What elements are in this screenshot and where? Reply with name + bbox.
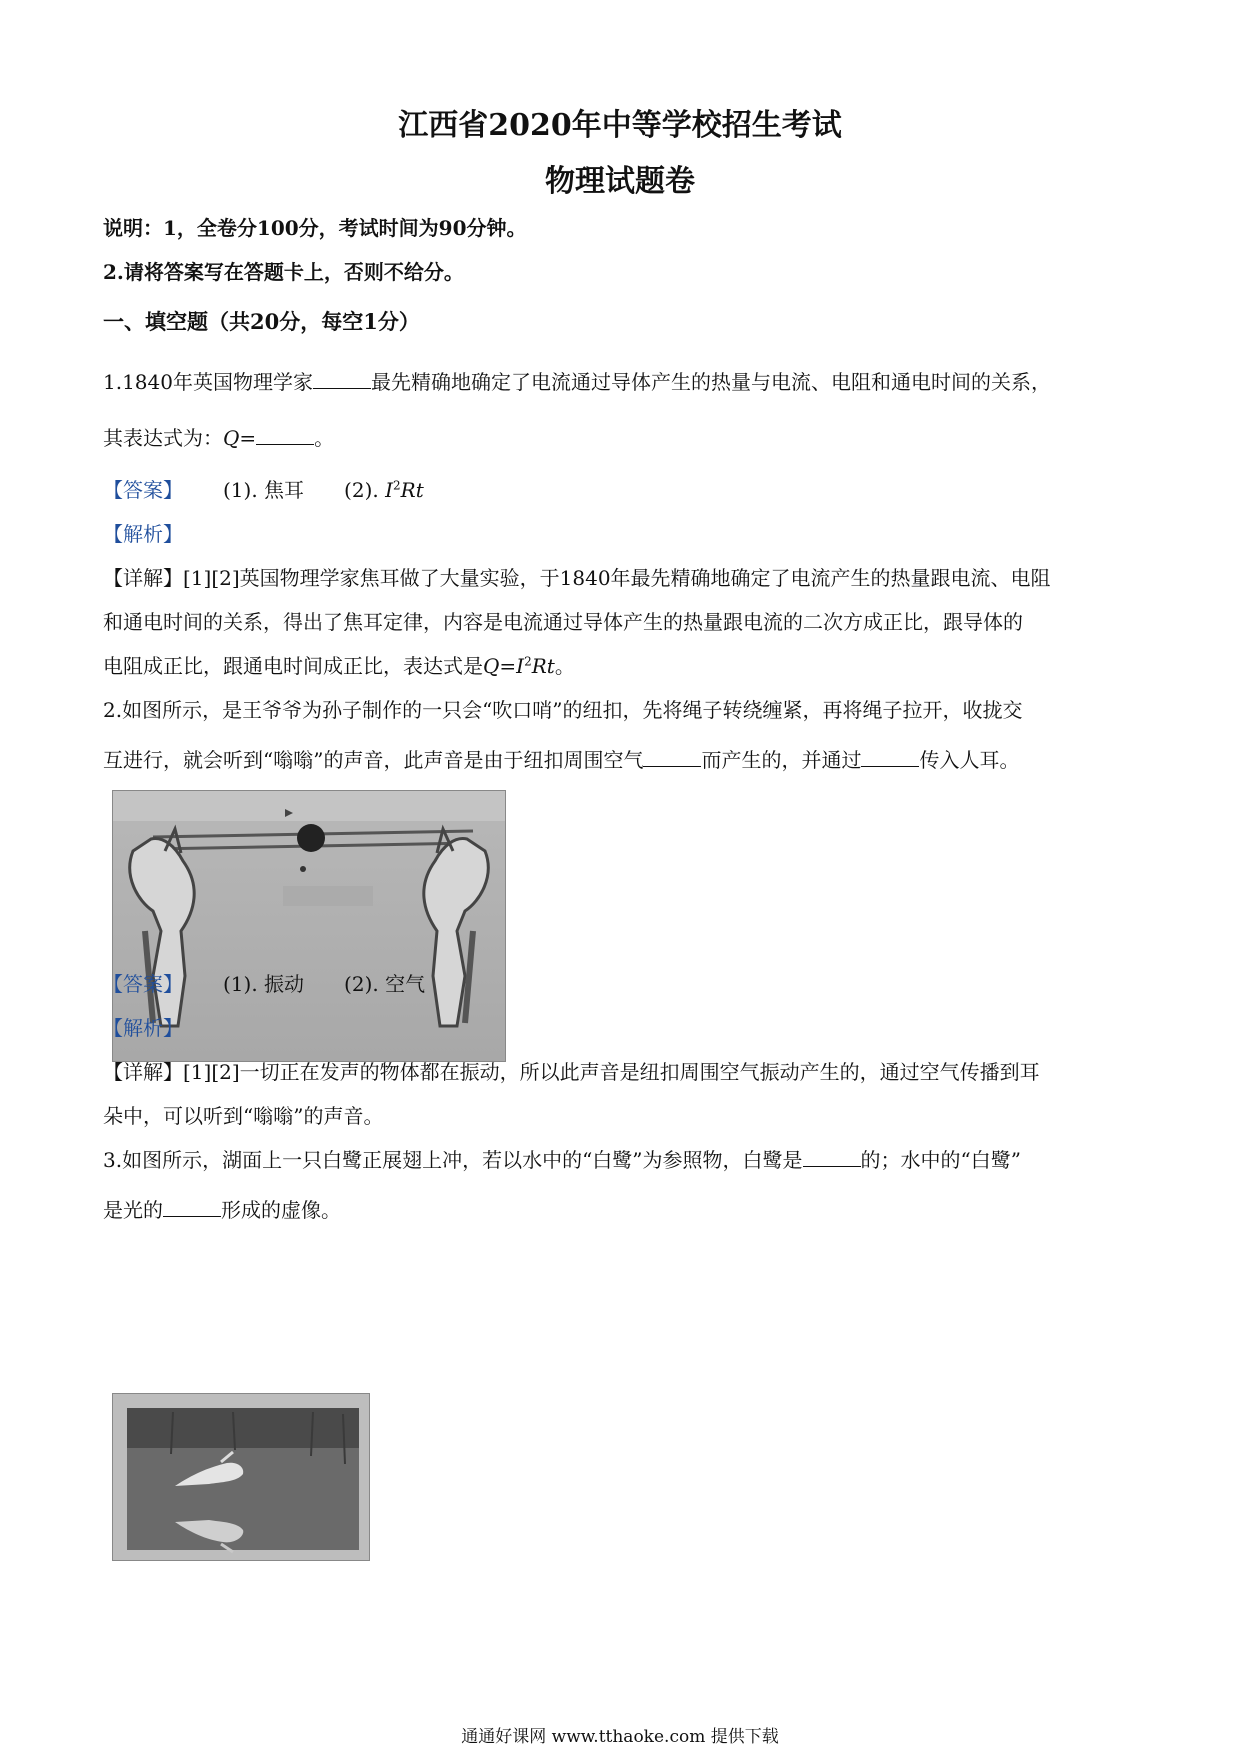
answer-blank — [256, 426, 314, 445]
q2-answer: 【答案】 (1). 振动 (2). 空气 — [103, 972, 426, 996]
q1-detail-line3: 电阻成正比，跟通电时间成正比，表达式是$Q=I^2Rt$。 — [103, 654, 575, 678]
q2-line2: 互进行，就会听到“嗡嗡”的声音，此声音是由于纽扣周围空气 而产生的，并通过 传入人耳。 — [103, 748, 1020, 772]
q2-detail-line1: 【详解】[1][2]一切正在发声的物体都在振动，所以此声音是纽扣周围空气振动产生的，通过空气传播到耳 — [103, 1060, 1040, 1084]
q2-analysis-tag: 【解析】 — [103, 1016, 183, 1040]
answer-blank — [643, 748, 701, 767]
detail-tag: 【详解】 — [103, 566, 183, 590]
answer-blank — [163, 1198, 221, 1217]
answer-blank — [803, 1148, 861, 1167]
q3-line2: 是光的 形成的虚像。 — [103, 1198, 341, 1222]
instruction-2: 2.请将答案写在答题卡上，否则不给分。 — [103, 260, 464, 284]
q1-detail-line1: 【详解】[1][2]英国物理学家焦耳做了大量实验，于1840年最先精确地确定了电流产生的热量跟电流、电阻 — [103, 566, 1051, 590]
egret-reflection-photo — [112, 1393, 370, 1561]
answer-blank — [313, 370, 371, 389]
q1-line1: 1.1840年英国物理学家 最先精确地确定了电流通过导体产生的热量与电流、电阻和通电时间的关系， — [103, 370, 1051, 394]
section-title: 一、填空题（共20分，每空1分） — [103, 309, 420, 334]
answer-tag: 【答案】 — [103, 972, 183, 996]
q1-analysis-tag: 【解析】 — [103, 522, 183, 546]
paper-subtitle: 物理试题卷 — [545, 164, 695, 199]
q1-detail-line2: 和通电时间的关系，得出了焦耳定律，内容是电流通过导体产生的热量跟电流的二次方成正比，跟导体的 — [103, 610, 1023, 634]
instruction-1: 说明：1，全卷分100分，考试时间为90分钟。 — [103, 216, 527, 240]
page-footer: 通通好课网 www.tthaoke.com 提供下载 — [461, 1727, 779, 1747]
q2-line1: 2.如图所示，是王爷爷为孙子制作的一只会“吹口哨”的纽扣，先将绳子转绕缠紧，再将绳子拉开，收拢交 — [103, 698, 1023, 722]
answer-tag: 【答案】 — [103, 478, 183, 502]
q2-detail-line2: 朵中，可以听到“嗡嗡”的声音。 — [103, 1104, 384, 1128]
paper-title: 江西省2020年中等学校招生考试 — [398, 108, 842, 143]
answer-blank — [861, 748, 919, 767]
q1-line2: 其表达式为：Q= 。 — [103, 426, 335, 450]
q3-line1: 3.如图所示，湖面上一只白鹭正展翅上冲，若以水中的“白鹭”为参照物，白鹭是 的；水中的“白鹭” — [103, 1148, 1021, 1172]
q1-answer: 【答案】 (1). 焦耳 (2). $I^2Rt$ — [103, 478, 424, 502]
detail-tag: 【详解】 — [103, 1060, 183, 1084]
